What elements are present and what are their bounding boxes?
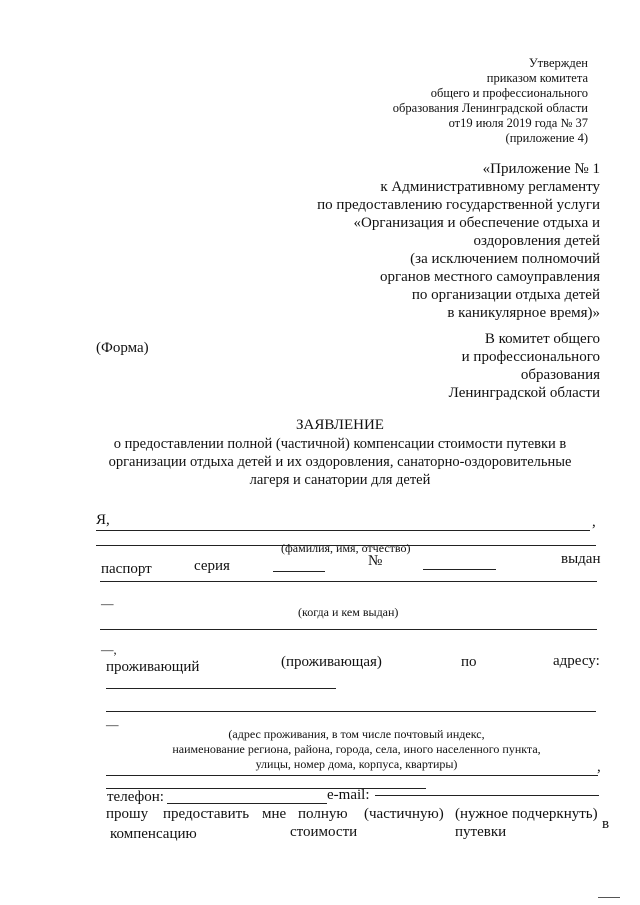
issued-label: выдан bbox=[561, 551, 601, 567]
email-field[interactable] bbox=[375, 795, 599, 796]
address-field[interactable] bbox=[106, 688, 336, 689]
request-word[interactable]: полную bbox=[298, 806, 348, 822]
addressee-line: В комитет общего bbox=[484, 331, 600, 347]
address-hint: (адрес проживания, в том числе почтовый индекс, bbox=[228, 727, 485, 741]
approval-line: (приложение 4) bbox=[505, 131, 588, 145]
number-label: № bbox=[368, 553, 383, 569]
dash: — bbox=[106, 718, 119, 732]
address-label: адресу: bbox=[553, 653, 600, 669]
request-word: (нужное bbox=[455, 806, 509, 822]
compensation-word: компенсацию bbox=[110, 826, 197, 842]
title-line: организации отдыха детей и их оздоровления, санаторно-оздоровительные bbox=[108, 454, 572, 470]
series-label: серия bbox=[194, 558, 230, 574]
fio-field[interactable] bbox=[96, 530, 590, 531]
form-label: (Форма) bbox=[96, 340, 149, 356]
appendix-line: в каникулярное время)» bbox=[447, 305, 600, 321]
appendix-line: к Административному регламенту bbox=[380, 179, 600, 195]
residing-label: проживающий bbox=[106, 659, 200, 675]
compensation-word: стоимости bbox=[290, 824, 358, 840]
fio-hint: (фамилия, имя, отчество) bbox=[281, 541, 411, 555]
appendix-line: «Организация и обеспечение отдыха и bbox=[353, 215, 600, 231]
comma: , bbox=[592, 514, 596, 530]
number-field[interactable] bbox=[423, 569, 496, 570]
approval-date: от19 июля 2019 года № 37 bbox=[448, 116, 588, 130]
phone-label: телефон: bbox=[107, 789, 164, 805]
residing-f-label: (проживающая) bbox=[281, 654, 382, 670]
addressee-line: образования bbox=[520, 367, 600, 383]
addressee-line: и профессионального bbox=[461, 349, 600, 365]
approval-line: образования Ленинградской области bbox=[392, 101, 588, 115]
appendix-line: по предоставлению государственной услуги bbox=[317, 197, 600, 213]
phone-field[interactable] bbox=[167, 803, 327, 804]
approval-line: общего и профессионального bbox=[430, 86, 588, 100]
issued-field-continuation[interactable] bbox=[100, 629, 597, 630]
request-word: подчеркнуть) bbox=[512, 806, 598, 822]
address-field-line[interactable] bbox=[106, 775, 598, 776]
compensation-word: в bbox=[602, 816, 610, 832]
issued-hint: (когда и кем выдан) bbox=[298, 605, 399, 619]
appendix-line: «Приложение № 1 bbox=[482, 161, 600, 177]
passport-label: паспорт bbox=[101, 561, 152, 577]
comma: , bbox=[597, 759, 601, 775]
appendix-line: органов местного самоуправления bbox=[379, 269, 600, 285]
dash-comma: —, bbox=[101, 643, 117, 657]
appendix-line: по организации отдыха детей bbox=[411, 287, 600, 303]
at-label: по bbox=[461, 654, 477, 670]
addressee-line: Ленинградской области bbox=[448, 385, 600, 401]
request-word: предоставить bbox=[163, 806, 250, 822]
address-hint: улицы, номер дома, корпуса, квартиры) bbox=[255, 757, 458, 771]
approval-line: Утвержден bbox=[528, 56, 588, 70]
footer-line bbox=[598, 897, 620, 898]
appendix-line: оздоровления детей bbox=[473, 233, 600, 249]
address-field-continuation[interactable] bbox=[106, 711, 596, 712]
address-hint: наименование региона, района, города, села, иного населенного пункта, bbox=[172, 742, 541, 756]
request-word[interactable]: (частичную) bbox=[364, 806, 444, 822]
i-label: Я, bbox=[96, 512, 110, 528]
email-label: e-mail: bbox=[327, 787, 370, 803]
request-word: мне bbox=[262, 806, 287, 822]
approval-line: приказом комитета bbox=[486, 71, 588, 85]
issued-field[interactable] bbox=[100, 581, 597, 582]
dash: — bbox=[101, 597, 114, 611]
title-line: о предоставлении полной (частичной) компенсации стоимости путевки в bbox=[113, 436, 567, 452]
title-line: лагеря и санатории для детей bbox=[249, 472, 431, 488]
appendix-line: (за исключением полномочий bbox=[410, 251, 600, 267]
series-field[interactable] bbox=[273, 571, 325, 572]
document-title: ЗАЯВЛЕНИЕ bbox=[296, 417, 384, 433]
compensation-word: путевки bbox=[455, 824, 507, 840]
request-word: прошу bbox=[106, 806, 149, 822]
